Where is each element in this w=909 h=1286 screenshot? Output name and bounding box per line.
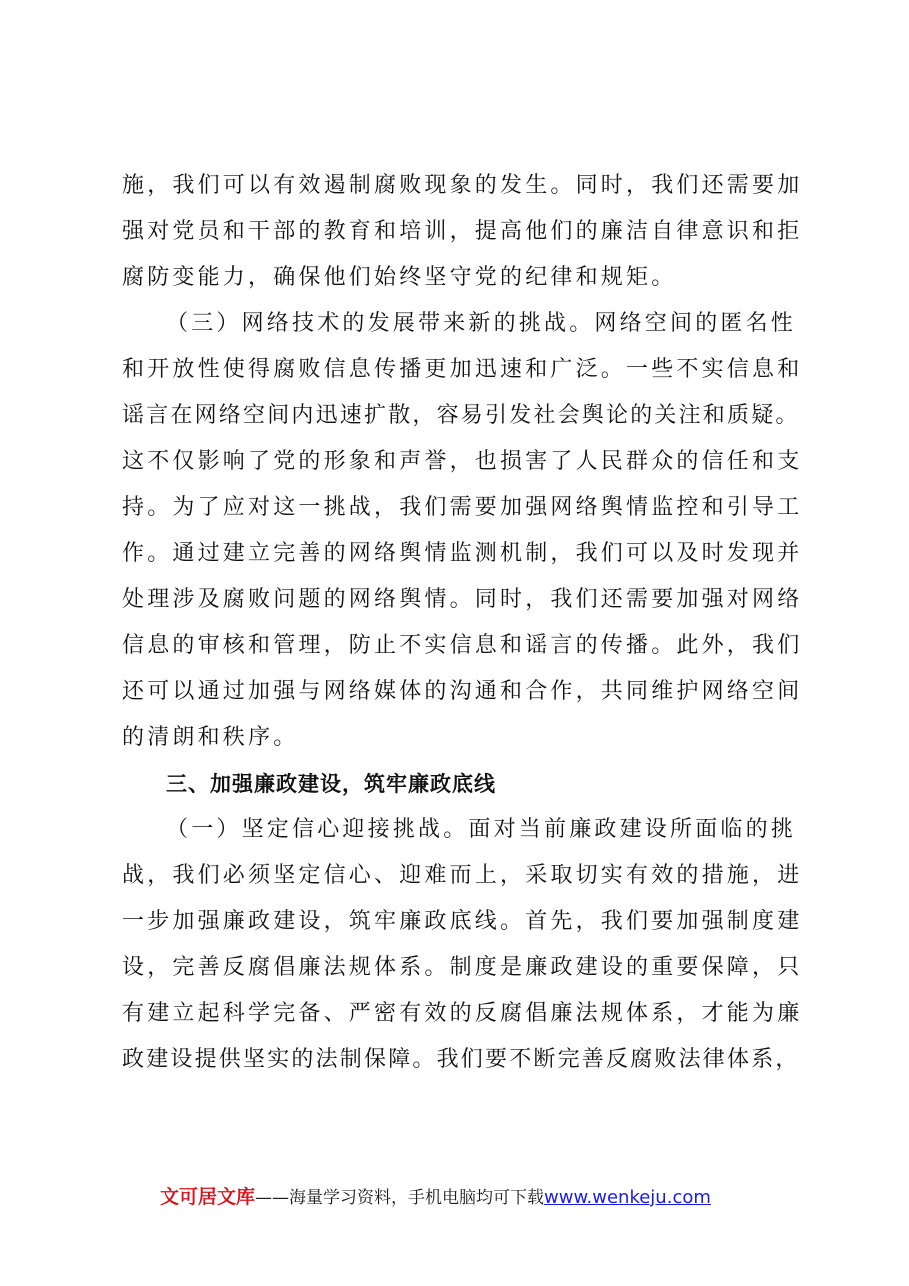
text-line: 和开放性使得腐败信息传播更加迅速和广泛。一些不实信息和 <box>122 357 803 382</box>
text-line: 战，我们必须坚定信心、迎难而上，采取切实有效的措施，进 <box>122 863 803 888</box>
paragraph-start-line: （一）坚定信心迎接挑战。面对当前廉政建设所面临的挑 <box>166 817 797 842</box>
text-line: 强对党员和干部的教育和培训，提高他们的廉洁自律意识和拒 <box>122 219 803 244</box>
text-line: 信息的审核和管理，防止不实信息和谣言的传播。此外，我们 <box>122 633 803 658</box>
text-line: 设，完善反腐倡廉法规体系。制度是廉政建设的重要保障，只 <box>122 955 803 980</box>
text-line: 政建设提供坚实的法制保障。我们要不断完善反腐败法律体系， <box>122 1047 800 1072</box>
text-line: 谣言在网络空间内迅速扩散，容易引发社会舆论的关注和质疑。 <box>122 403 800 428</box>
text-line: 还可以通过加强与网络媒体的沟通和合作，共同维护网络空间 <box>122 679 803 704</box>
text-line: 有建立起科学完备、严密有效的反腐倡廉法规体系，才能为廉 <box>122 1001 803 1026</box>
text-line: 作。通过建立完善的网络舆情监测机制，我们可以及时发现并 <box>122 541 803 566</box>
footer-brand: 文可居文库 <box>160 1186 256 1208</box>
section-heading: 三、加强廉政建设，筑牢廉政底线 <box>166 772 496 796</box>
footer-url-link[interactable]: www.wenkeju.com <box>544 1187 711 1208</box>
text-line: 处理涉及腐败问题的网络舆情。同时，我们还需要加强对网络 <box>122 587 803 612</box>
text-line: 一步加强廉政建设，筑牢廉政底线。首先，我们要加强制度建 <box>122 909 803 934</box>
footer-banner <box>160 1183 780 1212</box>
footer-tagline: 海量学习资料，手机电脑均可下载 <box>289 1188 545 1208</box>
text-line: 持。为了应对这一挑战，我们需要加强网络舆情监控和引导工 <box>122 495 803 520</box>
text-line: 腐防变能力，确保他们始终坚守党的纪律和规矩。 <box>122 265 677 290</box>
footer-dash: —— <box>255 1188 290 1208</box>
text-line: 施，我们可以有效遏制腐败现象的发生。同时，我们还需要加 <box>122 173 803 198</box>
paragraph-start-line: （三）网络技术的发展带来新的挑战。网络空间的匿名性 <box>166 311 797 336</box>
text-line: 这不仅影响了党的形象和声誉，也损害了人民群众的信任和支 <box>122 449 803 474</box>
document-body <box>122 163 814 1083</box>
text-line: 的清朗和秩序。 <box>122 725 299 750</box>
